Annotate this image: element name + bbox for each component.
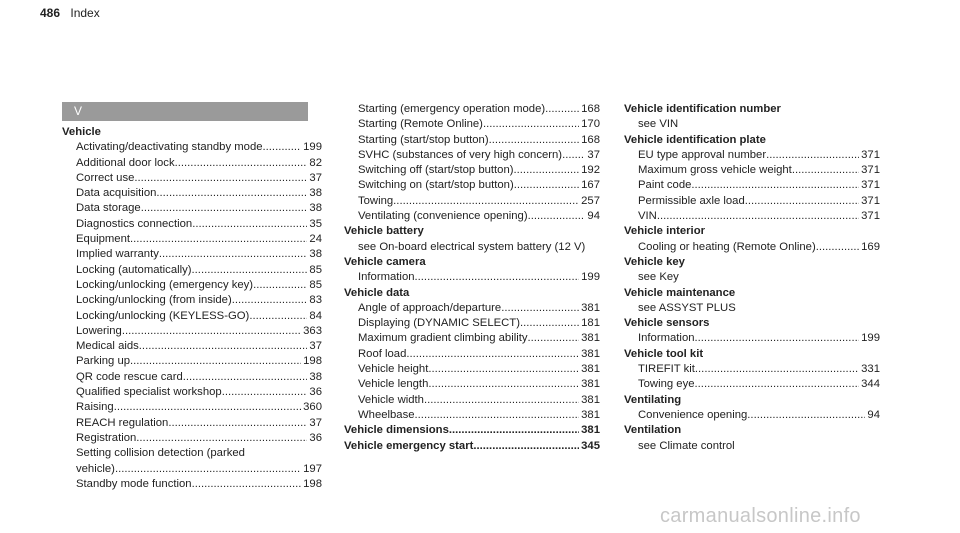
dot-leader xyxy=(483,117,579,132)
index-entry xyxy=(624,377,880,392)
entry-page-number: 371 xyxy=(861,210,880,223)
dot-leader xyxy=(130,232,307,247)
dot-leader xyxy=(528,331,580,346)
index-column-1 xyxy=(62,125,322,492)
entry-page-number: 168 xyxy=(581,103,600,115)
dot-leader xyxy=(489,133,580,148)
index-entry xyxy=(344,102,600,117)
index-entry xyxy=(62,354,322,369)
dot-leader xyxy=(249,309,307,324)
dot-leader xyxy=(415,270,580,285)
index-heading: Vehicle battery xyxy=(344,225,424,238)
entry-text: Switching on (start/stop button) xyxy=(358,179,514,192)
entry-page-number: 371 xyxy=(861,194,880,207)
entry-text: Raising xyxy=(76,401,114,414)
entry-page-number: 167 xyxy=(581,179,600,192)
entry-text: Activating/deactivating standby mode xyxy=(76,141,263,154)
index-entry xyxy=(344,393,600,408)
dot-leader xyxy=(114,400,301,415)
index-entry xyxy=(344,209,600,224)
entry-text: Parking up xyxy=(76,355,131,368)
index-entry xyxy=(344,316,600,331)
entry-text: Data acquisition xyxy=(76,187,157,200)
dot-leader xyxy=(424,393,579,408)
section-letter-bar: V xyxy=(62,102,308,121)
index-heading: Vehicle identification number xyxy=(624,103,781,115)
dot-leader xyxy=(393,194,579,209)
index-entry xyxy=(344,178,600,193)
entry-text: Towing xyxy=(358,194,394,207)
entry-text: Locking/unlocking (emergency key) xyxy=(76,278,254,291)
entry-page-number: 381 xyxy=(581,408,600,421)
entry-text: Vehicle dimensions xyxy=(344,424,449,437)
entry-page-number: 257 xyxy=(581,194,600,207)
entry-text: Starting (Remote Online) xyxy=(358,118,483,131)
index-entry xyxy=(624,408,880,423)
entry-text: Equipment xyxy=(76,233,131,246)
index-heading: Vehicle camera xyxy=(344,255,426,268)
dot-leader xyxy=(747,408,865,423)
index-entry xyxy=(624,194,880,209)
index-entry xyxy=(62,171,322,186)
entry-text: Correct use xyxy=(76,171,135,184)
dot-leader xyxy=(473,439,579,454)
entry-page-number: 371 xyxy=(861,148,880,161)
entry-text: Convenience opening xyxy=(638,408,748,421)
index-entry xyxy=(624,362,880,377)
entry-page-number: 37 xyxy=(309,416,322,429)
dot-leader xyxy=(657,209,859,224)
entry-page-number: 192 xyxy=(581,164,600,177)
entry-text: QR code rescue card xyxy=(76,370,183,383)
index-heading: Vehicle maintenance xyxy=(624,286,736,299)
index-heading: Vehicle key xyxy=(624,255,685,268)
dot-leader xyxy=(501,301,579,316)
dot-leader xyxy=(183,370,308,385)
entry-page-number: 36 xyxy=(309,386,322,399)
dot-leader xyxy=(222,385,308,400)
index-entry xyxy=(344,362,600,377)
dot-leader xyxy=(691,178,859,193)
index-entry xyxy=(62,217,322,232)
dot-leader xyxy=(514,163,580,178)
entry-text: Information xyxy=(638,332,695,345)
index-entry xyxy=(344,163,600,178)
index-heading: Ventilating xyxy=(624,393,682,406)
entry-text: Starting (emergency operation mode) xyxy=(358,103,546,115)
entry-page-number: 169 xyxy=(861,240,880,253)
index-entry xyxy=(62,431,322,446)
entry-text: Locking/unlocking (from inside) xyxy=(76,294,232,307)
index-reference: see VIN xyxy=(638,118,679,131)
dot-leader xyxy=(130,354,301,369)
entry-text: Displaying (DYNAMIC SELECT) xyxy=(358,317,520,330)
dot-leader xyxy=(766,148,859,163)
index-heading: Ventilation xyxy=(624,424,682,437)
dot-leader xyxy=(141,201,308,216)
index-entry xyxy=(62,247,322,262)
entry-page-number: 381 xyxy=(581,347,600,360)
entry-page-number: 199 xyxy=(303,141,322,154)
index-heading: Vehicle xyxy=(62,126,101,138)
dot-leader xyxy=(136,431,307,446)
index-entry xyxy=(624,209,880,224)
entry-page-number: 37 xyxy=(587,148,600,161)
index-entry xyxy=(344,408,600,423)
dot-leader xyxy=(115,462,301,477)
dot-leader xyxy=(428,377,579,392)
dot-leader xyxy=(134,171,307,186)
index-entry xyxy=(62,385,322,400)
index-entry xyxy=(62,462,322,477)
entry-page-number: 38 xyxy=(309,202,322,215)
entry-page-number: 344 xyxy=(861,378,880,391)
entry-page-number: 85 xyxy=(309,263,322,276)
entry-text: Implied warranty xyxy=(76,248,159,261)
index-entry xyxy=(344,347,600,362)
entry-page-number: 35 xyxy=(309,217,322,230)
index-heading: Vehicle tool kit xyxy=(624,347,704,360)
index-entry xyxy=(344,194,600,209)
entry-text: Lowering xyxy=(76,324,122,337)
dot-leader xyxy=(253,278,307,293)
dot-leader xyxy=(695,362,859,377)
entry-text: Information xyxy=(358,271,415,284)
entry-page-number: 82 xyxy=(309,156,322,169)
dot-leader xyxy=(792,163,859,178)
index-entry xyxy=(62,232,322,247)
index-entry xyxy=(624,148,880,163)
entry-text: Vehicle width xyxy=(358,393,424,406)
entry-text: TIREFIT kit xyxy=(638,363,695,376)
entry-page-number: 363 xyxy=(303,324,322,337)
index-entry xyxy=(62,309,322,324)
entry-page-number: 198 xyxy=(303,355,322,368)
index-column-3 xyxy=(624,102,880,454)
index-entry xyxy=(62,156,322,171)
index-entry xyxy=(62,263,322,278)
entry-text: Towing eye xyxy=(638,378,695,391)
dot-leader xyxy=(175,156,308,171)
entry-page-number: 84 xyxy=(309,309,322,322)
dot-leader xyxy=(816,240,859,255)
index-reference: see Key xyxy=(638,271,679,284)
index-entry xyxy=(62,186,322,201)
entry-text: Diagnostics connection xyxy=(76,217,193,230)
entry-page-number: 199 xyxy=(861,332,880,345)
index-entry xyxy=(62,339,322,354)
dot-leader xyxy=(168,416,307,431)
dot-leader xyxy=(695,331,860,346)
index-entry xyxy=(344,331,600,346)
entry-text: Locking/unlocking (KEYLESS-GO) xyxy=(76,309,250,322)
index-heading: Vehicle interior xyxy=(624,225,705,238)
index-entry xyxy=(344,133,600,148)
entry-page-number: 94 xyxy=(867,408,880,421)
entry-page-number: 371 xyxy=(861,179,880,192)
dot-leader xyxy=(159,247,308,262)
entry-text: Medical aids xyxy=(76,340,139,353)
entry-text: VIN xyxy=(638,210,657,223)
entry-page-number: 381 xyxy=(581,301,600,314)
index-heading: Vehicle data xyxy=(344,286,410,299)
dot-leader xyxy=(449,423,579,438)
dot-leader xyxy=(514,178,579,193)
dot-leader xyxy=(562,148,585,163)
index-reference: see On-board electrical system battery (12 V) xyxy=(358,240,586,253)
index-entry xyxy=(624,178,880,193)
entry-page-number: 38 xyxy=(309,370,322,383)
index-entry xyxy=(344,117,600,132)
entry-text: Locking (automatically) xyxy=(76,263,192,276)
index-entry xyxy=(624,240,880,255)
index-entry xyxy=(344,301,600,316)
page-header xyxy=(40,6,100,20)
index-entry xyxy=(62,416,322,431)
entry-text: Starting (start/stop button) xyxy=(358,133,489,146)
entry-text: Qualified specialist workshop xyxy=(76,386,222,399)
index-column-2 xyxy=(344,102,600,454)
entry-page-number: 36 xyxy=(309,431,322,444)
dot-leader xyxy=(428,362,579,377)
entry-page-number: 381 xyxy=(581,332,600,345)
entry-page-number: 38 xyxy=(309,187,322,200)
entry-text: Ventilating (convenience opening) xyxy=(358,210,528,223)
index-entry xyxy=(62,370,322,385)
entry-text: Data storage xyxy=(76,202,141,215)
dot-leader xyxy=(192,217,307,232)
index-entry xyxy=(62,477,322,492)
index-reference: see ASSYST PLUS xyxy=(638,301,736,314)
entry-page-number: 38 xyxy=(309,248,322,261)
entry-page-number: 181 xyxy=(581,317,600,330)
entry-page-number: 381 xyxy=(581,378,600,391)
dot-leader xyxy=(263,140,302,155)
entry-page-number: 170 xyxy=(581,118,600,131)
entry-text: Registration xyxy=(76,431,137,444)
dot-leader xyxy=(232,293,308,308)
entry-text: Angle of approach/departure xyxy=(358,301,502,314)
entry-page-number: 381 xyxy=(581,363,600,376)
entry-text: EU type approval number xyxy=(638,148,767,161)
entry-text: Standby mode function xyxy=(76,477,192,490)
index-reference: see Climate control xyxy=(638,439,735,452)
entry-page-number: 381 xyxy=(581,393,600,406)
dot-leader xyxy=(192,477,302,492)
index-heading: Vehicle sensors xyxy=(624,317,710,330)
entry-page-number: 94 xyxy=(587,210,600,223)
entry-text: REACH regulation xyxy=(76,416,169,429)
index-entry xyxy=(62,201,322,216)
dot-leader xyxy=(156,186,307,201)
dot-leader xyxy=(745,194,859,209)
index-heading-entry xyxy=(344,423,600,438)
dot-leader xyxy=(528,209,586,224)
entry-page-number: 381 xyxy=(581,424,600,437)
entry-page-number: 83 xyxy=(309,294,322,307)
page-title: Index xyxy=(70,6,100,20)
entry-page-number: 199 xyxy=(581,271,600,284)
entry-text: vehicle) xyxy=(76,462,115,475)
index-entry xyxy=(62,293,322,308)
entry-page-number: 85 xyxy=(309,278,322,291)
entry-text: Vehicle length xyxy=(358,378,429,391)
index-entry xyxy=(344,270,600,285)
entry-text: Maximum gross vehicle weight xyxy=(638,164,792,177)
entry-page-number: 37 xyxy=(309,340,322,353)
entry-text: Switching off (start/stop button) xyxy=(358,164,514,177)
index-entry xyxy=(62,324,322,339)
dot-leader xyxy=(192,263,308,278)
index-heading-entry xyxy=(344,439,600,454)
watermark: carmanualsonline.info xyxy=(660,505,861,527)
entry-text: Vehicle height xyxy=(358,363,429,376)
entry-page-number: 198 xyxy=(303,477,322,490)
entry-text: Paint code xyxy=(638,179,692,192)
dot-leader xyxy=(415,408,580,423)
index-heading: Vehicle identification plate xyxy=(624,133,766,146)
index-entry xyxy=(344,148,600,163)
index-entry xyxy=(624,163,880,178)
entry-page-number: 37 xyxy=(309,171,322,184)
index-reference: Setting collision detection (parked xyxy=(76,447,245,460)
index-entry xyxy=(62,400,322,415)
entry-page-number: 197 xyxy=(303,462,322,475)
dot-leader xyxy=(122,324,301,339)
entry-page-number: 371 xyxy=(861,164,880,177)
page-number: 486 xyxy=(40,6,61,20)
entry-text: Additional door lock xyxy=(76,156,175,169)
entry-text: Roof load xyxy=(358,347,407,360)
entry-text: Permissible axle load xyxy=(638,194,745,207)
dot-leader xyxy=(406,347,579,362)
index-entry xyxy=(62,278,322,293)
entry-page-number: 331 xyxy=(861,363,880,376)
entry-page-number: 345 xyxy=(581,439,600,452)
index-entry xyxy=(344,377,600,392)
entry-page-number: 360 xyxy=(303,401,322,414)
entry-text: Vehicle emergency start xyxy=(344,439,474,452)
dot-leader xyxy=(695,377,860,392)
dot-leader xyxy=(545,102,579,117)
index-entry xyxy=(62,140,322,155)
index-entry xyxy=(624,331,880,346)
dot-leader xyxy=(139,339,308,354)
entry-text: SVHC (substances of very high concern) xyxy=(358,148,563,161)
entry-page-number: 168 xyxy=(581,133,600,146)
entry-text: Cooling or heating (Remote Online) xyxy=(638,240,816,253)
entry-page-number: 24 xyxy=(309,233,322,246)
entry-text: Maximum gradient climbing ability xyxy=(358,332,528,345)
dot-leader xyxy=(520,316,579,331)
entry-text: Wheelbase xyxy=(358,408,415,421)
